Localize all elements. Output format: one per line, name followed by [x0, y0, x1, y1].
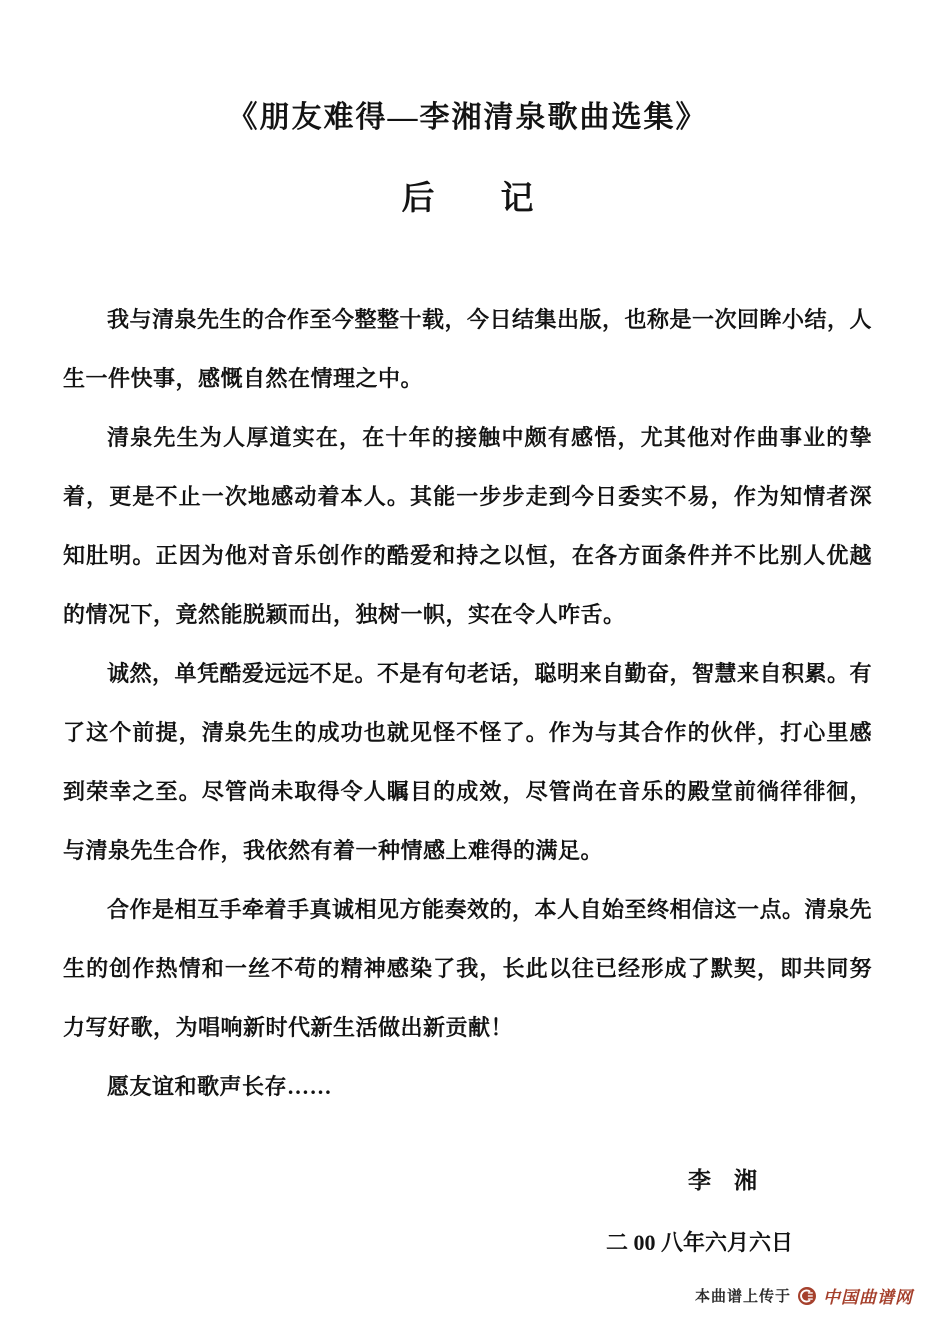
section-title: 后 记 [401, 181, 534, 217]
watermark-prefix-label: 本曲谱上传于 [694, 1288, 791, 1305]
paragraph-5: 愿友谊和歌声长存…… [107, 1073, 333, 1099]
paragraph-1: 我与清泉先生的合作至今整整十载，今日结集出版，也称是一次回眸小结，人生一件快事，感慨自然在情理之中。 [63, 306, 873, 391]
signature-date: 二 00 八年六月六日 [605, 1229, 793, 1255]
cn-qupu-logo-icon [798, 1287, 816, 1305]
paragraph-2: 清泉先生为人厚道实在，在十年的接触中颇有感悟，尤其他对作曲事业的挚着，更是不止一次地感动着本人。其能一步步走到今日委实不易，作为知情者深知肚明。正因为他对音乐创作的酷爱和持之以恒，在各方面条件并不比别人优越的情况下，竟然能脱颖而出，独树一帜，实在令人咋舌。 [63, 424, 872, 627]
site-watermark [695, 1283, 913, 1308]
signature-name: 李 湘 [688, 1167, 757, 1193]
paragraph-3: 诚然，单凭酷爱远远不足。不是有句老话，聪明来自勤奋，智慧来自积累。有了这个前提，清泉先生的成功也就见怪不怪了。作为与其合作的伙伴，打心里感到荣幸之至。尽管尚未取得令人瞩目的成效，尽管尚在音乐的殿堂前徜徉徘徊，与清泉先生合作，我依然有着一种情感上难得的满足。 [63, 660, 873, 863]
paragraph-4: 合作是相互手牵着手真诚相见方能奏效的，本人自始至终相信这一点。清泉先生的创作热情和一丝不苟的精神感染了我，长此以往已经形成了默契，即共同努力写好歌，为唱响新时代新生活做出新贡献！ [63, 896, 873, 1040]
watermark-site-label: 中国曲谱网 [823, 1288, 913, 1307]
book-title: 《朋友难得—李湘清泉歌曲选集》 [227, 101, 708, 134]
body-text [63, 290, 872, 1116]
